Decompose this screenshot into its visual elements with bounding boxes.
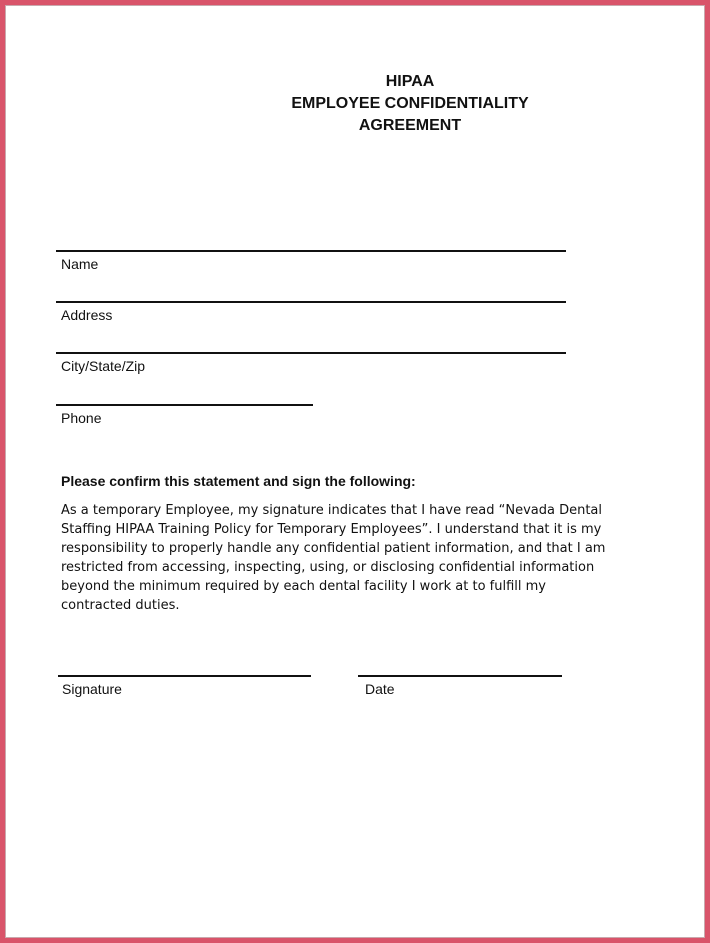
statement-line: As a temporary Employee, my signature indicates that I have read “Nevada Dental (61, 503, 603, 518)
phone-label: Phone (61, 410, 102, 426)
name-label: Name (61, 256, 99, 272)
city-state-zip-line[interactable] (56, 352, 566, 354)
city-state-zip-label: City/State/Zip (61, 358, 146, 374)
signature-line[interactable] (58, 675, 311, 677)
page-inner-border (5, 5, 705, 938)
title-line-hipaa: HIPAA (385, 73, 435, 90)
statement-line: responsibility to properly handle any confidential patient information, and that I am (61, 541, 606, 556)
statement-line: contracted duties. (61, 598, 180, 613)
address-label: Address (61, 307, 113, 323)
signature-label: Signature (62, 681, 122, 697)
statement-line: restricted from accessing, inspecting, using, or disclosing confidential information (61, 560, 595, 575)
statement-line: beyond the minimum required by each dental facility I work at to fulfill my (61, 579, 546, 594)
statement-line: Staffing HIPAA Training Policy for Temporary Employees”. I understand that it is my (61, 522, 602, 537)
date-label: Date (365, 681, 395, 697)
name-line[interactable] (56, 250, 566, 252)
title-line-agreement: AGREEMENT (358, 117, 462, 134)
statement-paragraph (61, 501, 606, 615)
title-line-employee-confidentiality: EMPLOYEE CONFIDENTIALITY (291, 95, 529, 112)
date-line[interactable] (358, 675, 562, 677)
address-line[interactable] (56, 301, 566, 303)
phone-line[interactable] (56, 404, 313, 406)
confirm-heading: Please confirm this statement and sign the following: (61, 473, 416, 489)
